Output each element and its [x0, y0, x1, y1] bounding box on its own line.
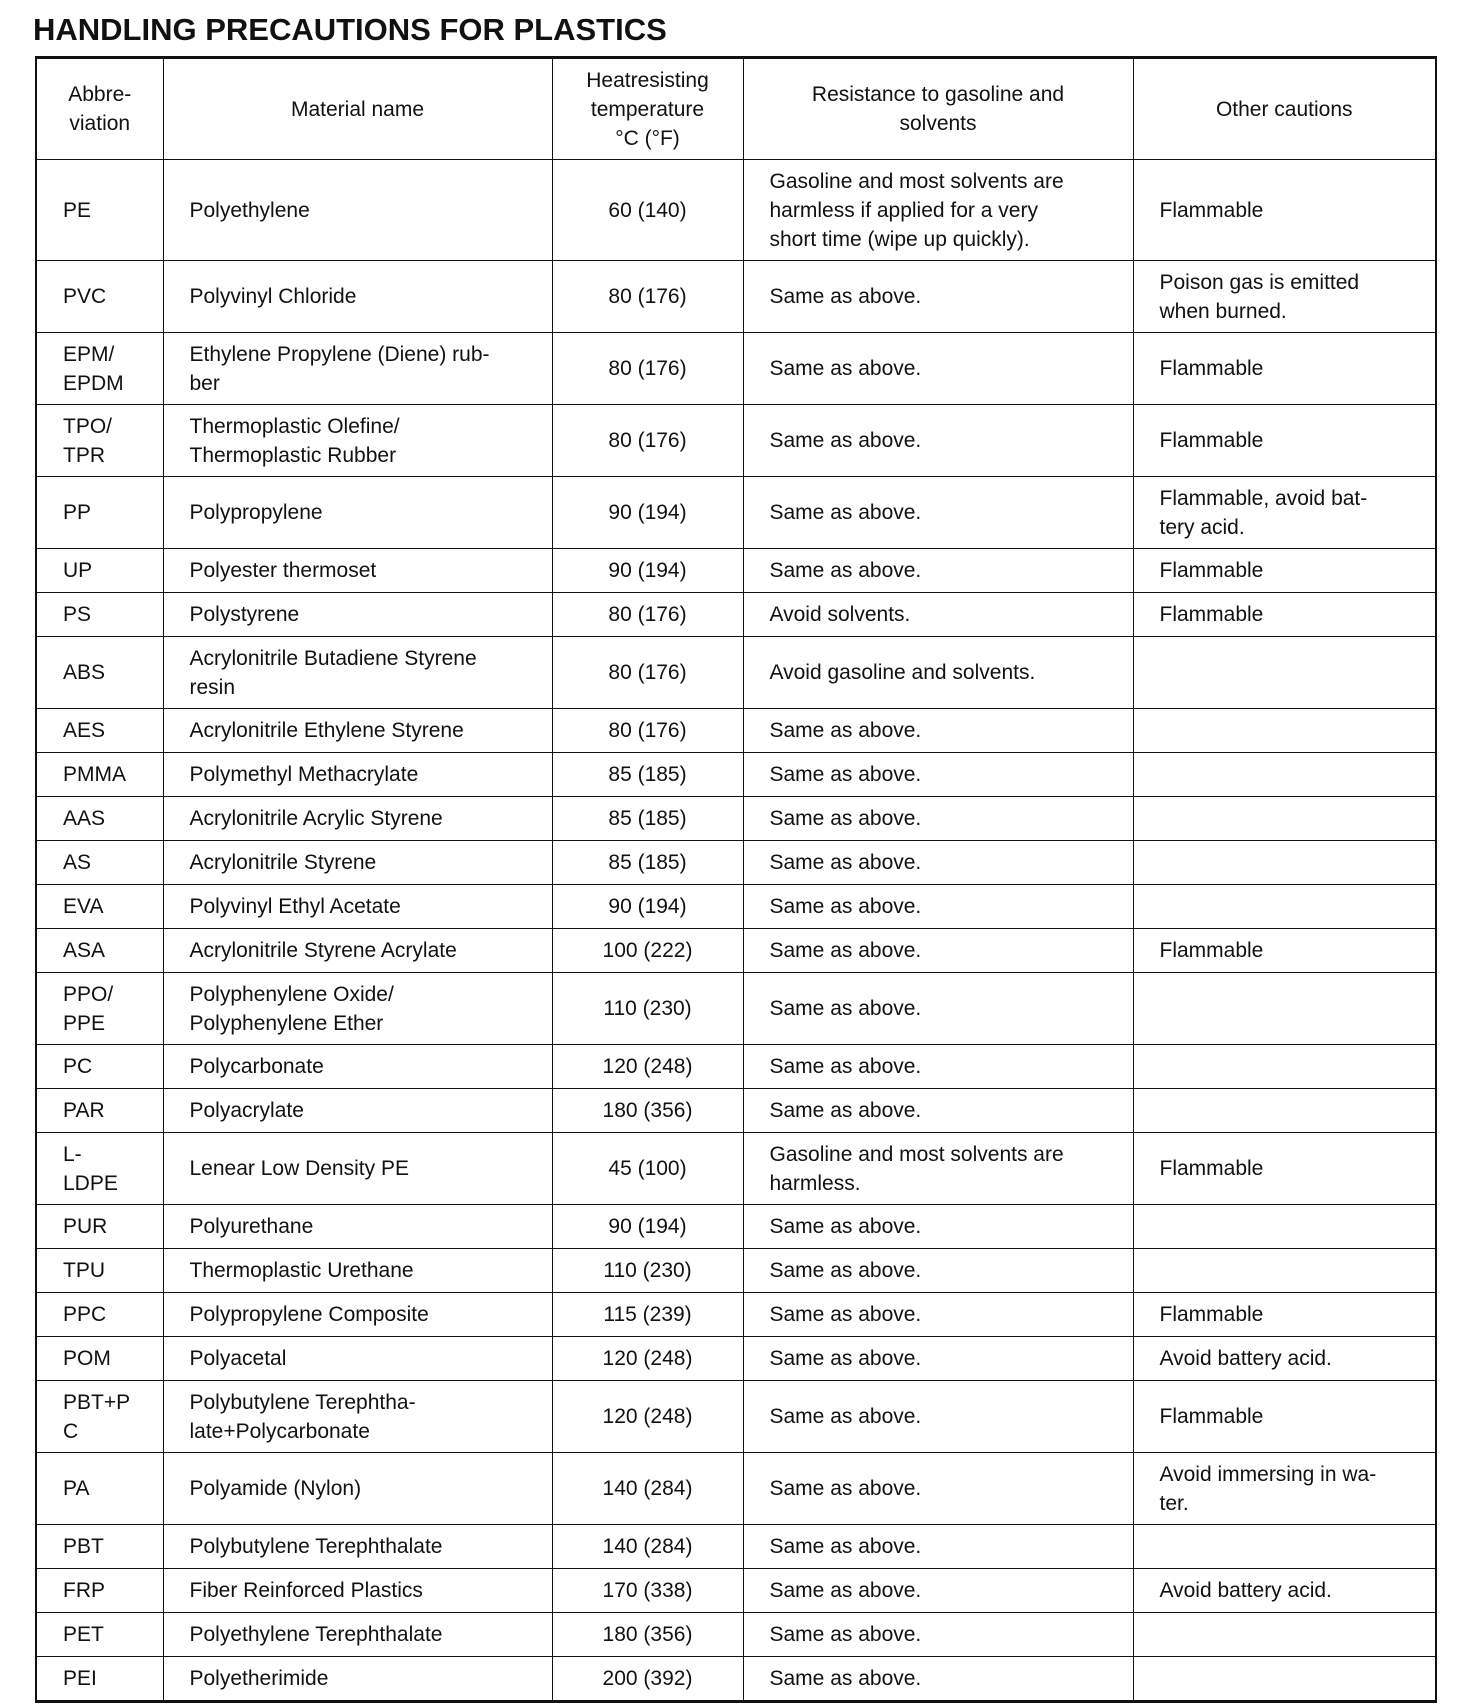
other-cautions-cell: Flammable: [1133, 333, 1436, 405]
abbreviation-cell: PC: [36, 1045, 163, 1089]
resistance-cell: Same as above.: [743, 885, 1133, 929]
other-cautions-cell: [1133, 1657, 1436, 1702]
table-row: [36, 973, 1436, 1045]
abbreviation-cell: ASA: [36, 929, 163, 973]
temperature-cell: 85 (185): [552, 841, 743, 885]
table-row: [36, 1205, 1436, 1249]
temperature-cell: 60 (140): [552, 160, 743, 261]
material-name-cell: Acrylonitrile Styrene: [163, 841, 552, 885]
material-name-cell: Polyacetal: [163, 1337, 552, 1381]
table-row: [36, 1525, 1436, 1569]
resistance-cell: Same as above.: [743, 261, 1133, 333]
abbreviation-cell: L- LDPE: [36, 1133, 163, 1205]
other-cautions-cell: [1133, 885, 1436, 929]
material-name-cell: Polyethylene Terephthalate: [163, 1613, 552, 1657]
other-cautions-cell: [1133, 1045, 1436, 1089]
other-cautions-cell: [1133, 1613, 1436, 1657]
resistance-cell: Same as above.: [743, 753, 1133, 797]
temperature-cell: 90 (194): [552, 549, 743, 593]
other-cautions-cell: Flammable: [1133, 929, 1436, 973]
header-material-name: Material name: [163, 58, 552, 160]
table-row: [36, 1293, 1436, 1337]
abbreviation-cell: TPU: [36, 1249, 163, 1293]
other-cautions-cell: Avoid immersing in wa- ter.: [1133, 1453, 1436, 1525]
abbreviation-cell: AS: [36, 841, 163, 885]
abbreviation-cell: PMMA: [36, 753, 163, 797]
table-row: [36, 1133, 1436, 1205]
temperature-cell: 80 (176): [552, 709, 743, 753]
abbreviation-cell: PBT: [36, 1525, 163, 1569]
resistance-cell: Same as above.: [743, 1293, 1133, 1337]
material-name-cell: Polyvinyl Ethyl Acetate: [163, 885, 552, 929]
material-name-cell: Polybutylene Terephthalate: [163, 1525, 552, 1569]
resistance-cell: Gasoline and most solvents are harmless.: [743, 1133, 1133, 1205]
material-name-cell: Polycarbonate: [163, 1045, 552, 1089]
table-row: [36, 1381, 1436, 1453]
other-cautions-cell: Flammable: [1133, 160, 1436, 261]
material-name-cell: Acrylonitrile Styrene Acrylate: [163, 929, 552, 973]
material-name-cell: Polyamide (Nylon): [163, 1453, 552, 1525]
other-cautions-cell: [1133, 709, 1436, 753]
temperature-cell: 90 (194): [552, 1205, 743, 1249]
temperature-cell: 80 (176): [552, 593, 743, 637]
temperature-cell: 120 (248): [552, 1381, 743, 1453]
other-cautions-cell: Flammable: [1133, 405, 1436, 477]
temperature-cell: 85 (185): [552, 797, 743, 841]
abbreviation-cell: EVA: [36, 885, 163, 929]
material-name-cell: Polyphenylene Oxide/ Polyphenylene Ether: [163, 973, 552, 1045]
material-name-cell: Polyester thermoset: [163, 549, 552, 593]
table-row: [36, 841, 1436, 885]
temperature-cell: 120 (248): [552, 1045, 743, 1089]
resistance-cell: Avoid solvents.: [743, 593, 1133, 637]
material-name-cell: Thermoplastic Olefine/ Thermoplastic Rubber: [163, 405, 552, 477]
header-heat-temperature: Heatresisting temperature °C (°F): [552, 58, 743, 160]
table-row: [36, 1045, 1436, 1089]
header-row: [36, 58, 1436, 160]
other-cautions-cell: Flammable, avoid bat- tery acid.: [1133, 477, 1436, 549]
header-abbreviation: Abbre- viation: [36, 58, 163, 160]
resistance-cell: Same as above.: [743, 405, 1133, 477]
temperature-cell: 120 (248): [552, 1337, 743, 1381]
table-row: [36, 637, 1436, 709]
resistance-cell: Same as above.: [743, 549, 1133, 593]
temperature-cell: 45 (100): [552, 1133, 743, 1205]
table-row: [36, 1249, 1436, 1293]
resistance-cell: Same as above.: [743, 973, 1133, 1045]
abbreviation-cell: ABS: [36, 637, 163, 709]
other-cautions-cell: Flammable: [1133, 1381, 1436, 1453]
material-name-cell: Polyacrylate: [163, 1089, 552, 1133]
table-row: [36, 549, 1436, 593]
precautions-table: [35, 56, 1437, 1703]
other-cautions-cell: Flammable: [1133, 1133, 1436, 1205]
temperature-cell: 115 (239): [552, 1293, 743, 1337]
table-row: [36, 797, 1436, 841]
other-cautions-cell: [1133, 753, 1436, 797]
temperature-cell: 110 (230): [552, 973, 743, 1045]
other-cautions-cell: Flammable: [1133, 549, 1436, 593]
table-row: [36, 1453, 1436, 1525]
abbreviation-cell: AAS: [36, 797, 163, 841]
abbreviation-cell: PPC: [36, 1293, 163, 1337]
resistance-cell: Same as above.: [743, 477, 1133, 549]
abbreviation-cell: PEI: [36, 1657, 163, 1702]
resistance-cell: Same as above.: [743, 333, 1133, 405]
resistance-cell: Same as above.: [743, 841, 1133, 885]
material-name-cell: Polymethyl Methacrylate: [163, 753, 552, 797]
resistance-cell: Same as above.: [743, 797, 1133, 841]
resistance-cell: Same as above.: [743, 709, 1133, 753]
resistance-cell: Same as above.: [743, 1569, 1133, 1613]
resistance-cell: Same as above.: [743, 1525, 1133, 1569]
other-cautions-cell: [1133, 841, 1436, 885]
table-body: [36, 160, 1436, 1702]
temperature-cell: 180 (356): [552, 1089, 743, 1133]
abbreviation-cell: PS: [36, 593, 163, 637]
abbreviation-cell: PBT+P C: [36, 1381, 163, 1453]
material-name-cell: Polyvinyl Chloride: [163, 261, 552, 333]
page-title: HANDLING PRECAUTIONS FOR PLASTICS: [33, 12, 667, 47]
other-cautions-cell: [1133, 973, 1436, 1045]
material-name-cell: Polyethylene: [163, 160, 552, 261]
precautions-table-container: [35, 56, 1435, 1703]
abbreviation-cell: EPM/ EPDM: [36, 333, 163, 405]
material-name-cell: Lenear Low Density PE: [163, 1133, 552, 1205]
abbreviation-cell: PAR: [36, 1089, 163, 1133]
material-name-cell: Acrylonitrile Acrylic Styrene: [163, 797, 552, 841]
other-cautions-cell: [1133, 797, 1436, 841]
table-row: [36, 709, 1436, 753]
other-cautions-cell: Flammable: [1133, 1293, 1436, 1337]
table-row: [36, 1613, 1436, 1657]
table-row: [36, 1089, 1436, 1133]
other-cautions-cell: Avoid battery acid.: [1133, 1337, 1436, 1381]
resistance-cell: Same as above.: [743, 1089, 1133, 1133]
other-cautions-cell: [1133, 1205, 1436, 1249]
table-row: [36, 405, 1436, 477]
resistance-cell: Same as above.: [743, 1453, 1133, 1525]
temperature-cell: 180 (356): [552, 1613, 743, 1657]
resistance-cell: Same as above.: [743, 1381, 1133, 1453]
abbreviation-cell: PPO/ PPE: [36, 973, 163, 1045]
resistance-cell: Same as above.: [743, 1205, 1133, 1249]
other-cautions-cell: Flammable: [1133, 593, 1436, 637]
temperature-cell: 110 (230): [552, 1249, 743, 1293]
other-cautions-cell: [1133, 1089, 1436, 1133]
temperature-cell: 200 (392): [552, 1657, 743, 1702]
table-row: [36, 885, 1436, 929]
abbreviation-cell: PET: [36, 1613, 163, 1657]
table-row: [36, 1657, 1436, 1702]
abbreviation-cell: POM: [36, 1337, 163, 1381]
material-name-cell: Polypropylene Composite: [163, 1293, 552, 1337]
temperature-cell: 80 (176): [552, 405, 743, 477]
other-cautions-cell: [1133, 1525, 1436, 1569]
resistance-cell: Same as above.: [743, 1613, 1133, 1657]
resistance-cell: Same as above.: [743, 1337, 1133, 1381]
resistance-cell: Gasoline and most solvents are harmless if applied for a very short time (wipe up quickly).: [743, 160, 1133, 261]
resistance-cell: Avoid gasoline and solvents.: [743, 637, 1133, 709]
table-row: [36, 593, 1436, 637]
abbreviation-cell: PA: [36, 1453, 163, 1525]
abbreviation-cell: PE: [36, 160, 163, 261]
other-cautions-cell: [1133, 1249, 1436, 1293]
abbreviation-cell: PVC: [36, 261, 163, 333]
temperature-cell: 90 (194): [552, 477, 743, 549]
abbreviation-cell: PUR: [36, 1205, 163, 1249]
material-name-cell: Polystyrene: [163, 593, 552, 637]
table-row: [36, 1569, 1436, 1613]
resistance-cell: Same as above.: [743, 1249, 1133, 1293]
table-row: [36, 160, 1436, 261]
temperature-cell: 170 (338): [552, 1569, 743, 1613]
material-name-cell: Acrylonitrile Butadiene Styrene resin: [163, 637, 552, 709]
temperature-cell: 80 (176): [552, 637, 743, 709]
abbreviation-cell: PP: [36, 477, 163, 549]
table-row: [36, 929, 1436, 973]
temperature-cell: 80 (176): [552, 261, 743, 333]
resistance-cell: Same as above.: [743, 1045, 1133, 1089]
resistance-cell: Same as above.: [743, 929, 1133, 973]
abbreviation-cell: TPO/ TPR: [36, 405, 163, 477]
resistance-cell: Same as above.: [743, 1657, 1133, 1702]
temperature-cell: 80 (176): [552, 333, 743, 405]
table-row: [36, 261, 1436, 333]
temperature-cell: 90 (194): [552, 885, 743, 929]
table-row: [36, 1337, 1436, 1381]
material-name-cell: Polyurethane: [163, 1205, 552, 1249]
material-name-cell: Ethylene Propylene (Diene) rub- ber: [163, 333, 552, 405]
temperature-cell: 140 (284): [552, 1453, 743, 1525]
header-resistance: Resistance to gasoline and solvents: [743, 58, 1133, 160]
material-name-cell: Polypropylene: [163, 477, 552, 549]
abbreviation-cell: AES: [36, 709, 163, 753]
other-cautions-cell: Avoid battery acid.: [1133, 1569, 1436, 1613]
abbreviation-cell: FRP: [36, 1569, 163, 1613]
material-name-cell: Fiber Reinforced Plastics: [163, 1569, 552, 1613]
temperature-cell: 85 (185): [552, 753, 743, 797]
temperature-cell: 140 (284): [552, 1525, 743, 1569]
material-name-cell: Polybutylene Terephtha- late+Polycarbonate: [163, 1381, 552, 1453]
table-row: [36, 753, 1436, 797]
material-name-cell: Thermoplastic Urethane: [163, 1249, 552, 1293]
table-row: [36, 333, 1436, 405]
other-cautions-cell: Poison gas is emitted when burned.: [1133, 261, 1436, 333]
temperature-cell: 100 (222): [552, 929, 743, 973]
material-name-cell: Acrylonitrile Ethylene Styrene: [163, 709, 552, 753]
other-cautions-cell: [1133, 637, 1436, 709]
material-name-cell: Polyetherimide: [163, 1657, 552, 1702]
table-row: [36, 477, 1436, 549]
header-other-cautions: Other cautions: [1133, 58, 1436, 160]
abbreviation-cell: UP: [36, 549, 163, 593]
